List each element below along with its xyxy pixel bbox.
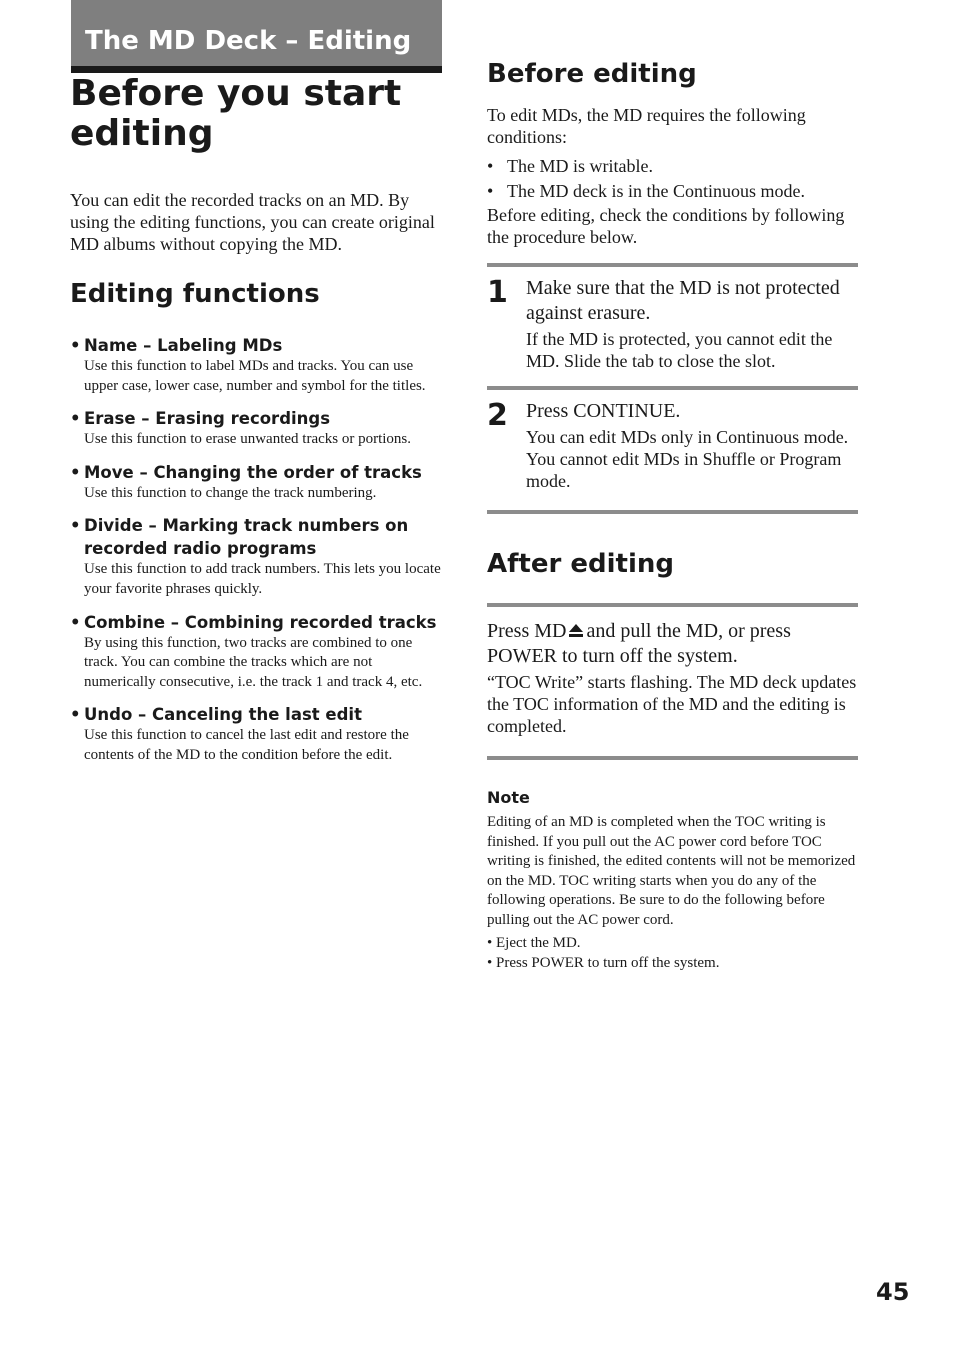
bullet: • bbox=[70, 516, 81, 536]
check-conditions-text: Before editing, check the conditions by following the procedure below. bbox=[487, 205, 845, 247]
step-1 bbox=[487, 276, 859, 372]
note-title: Note bbox=[487, 788, 530, 807]
function-description: Use this function to erase unwanted tracks or portions. bbox=[84, 431, 412, 448]
list-item bbox=[70, 334, 442, 396]
bullet: • bbox=[70, 462, 81, 482]
function-title: Move – Changing the order of tracks bbox=[84, 462, 422, 482]
before-editing-heading: Before editing bbox=[487, 59, 697, 89]
list-item bbox=[70, 611, 442, 693]
step-number: 2 bbox=[487, 398, 508, 433]
editing-functions-list bbox=[70, 334, 442, 777]
list-item: • The MD deck is in the Continuous mode. bbox=[487, 179, 859, 204]
before-editing-intro-text: To edit MDs, the MD requires the following conditions: bbox=[487, 105, 806, 147]
eject-icon bbox=[568, 623, 584, 638]
conditions-list bbox=[487, 154, 859, 204]
function-title: Combine – Combining recorded tracks bbox=[84, 612, 437, 632]
before-editing-intro bbox=[487, 104, 859, 248]
function-description: Use this function to change the track numbering. bbox=[84, 484, 377, 501]
bullet: • bbox=[70, 336, 81, 355]
page-title: Before you start editing bbox=[70, 73, 402, 154]
step-detail: If the MD is protected, you cannot edit the MD. Slide the tab to close the slot. bbox=[526, 329, 833, 371]
page-number: 45 bbox=[876, 1278, 910, 1306]
function-description: Use this function to cancel the last edit and restore the contents of the MD to the condition before the edit. bbox=[84, 727, 409, 763]
bullet: • bbox=[487, 181, 494, 201]
function-title: Undo – Canceling the last edit bbox=[84, 705, 362, 725]
function-description: Use this function to add track numbers. This lets you locate your favorite phrases quickly. bbox=[84, 561, 441, 597]
divider bbox=[487, 386, 858, 390]
editing-functions-heading: Editing functions bbox=[70, 279, 320, 309]
note-text: Editing of an MD is completed when the TOC writing is finished. If you pull out the AC power cord before TOC writing is finished, the edited contents will not be memorized on the MD. TOC writing starts when you do any of the following operations. Be sure to do the following before pulling out the AC power cord. bbox=[487, 814, 856, 928]
list-item: • Press POWER to turn off the system. bbox=[487, 954, 720, 971]
after-editing-body bbox=[487, 619, 859, 737]
list-item: • The MD is writable. bbox=[487, 154, 859, 179]
divider bbox=[487, 263, 858, 267]
list-item: • Eject the MD. bbox=[487, 934, 581, 951]
step-instruction: Press CONTINUE. bbox=[526, 400, 681, 422]
divider bbox=[487, 510, 858, 514]
bullet: • bbox=[487, 156, 494, 176]
list-item bbox=[70, 407, 442, 450]
note-list bbox=[487, 933, 859, 973]
step-detail: You can edit MDs only in Continuous mode. You cannot edit MDs in Shuffle or Program mode. bbox=[526, 427, 849, 491]
function-description: Use this function to label MDs and tracks. You can use upper case, lower case, number and symbol for the titles. bbox=[84, 358, 426, 394]
function-title: Erase – Erasing recordings bbox=[84, 409, 331, 429]
bullet: • bbox=[70, 409, 81, 429]
after-editing-detail: “TOC Write” starts flashing. The MD deck updates the TOC information of the MD and the editing is completed. bbox=[487, 672, 857, 736]
bullet: • bbox=[70, 705, 81, 725]
step-instruction: Make sure that the MD is not protected against erasure. bbox=[526, 277, 840, 324]
after-editing-instruction: Press MD and pull the MD, or press POWER to turn off the system. bbox=[487, 620, 791, 667]
step-2 bbox=[487, 399, 859, 492]
bullet: • bbox=[70, 612, 81, 632]
function-title: Name – Labeling MDs bbox=[84, 336, 283, 355]
function-title: Divide – Marking track numbers on recorded radio programs bbox=[84, 516, 409, 559]
divider bbox=[487, 756, 858, 760]
section-header-rule bbox=[71, 66, 442, 73]
intro-paragraph: You can edit the recorded tracks on an MD. By using the editing functions, you can create original MD albums without copying the MD. bbox=[70, 190, 435, 254]
list-item bbox=[70, 514, 442, 599]
function-description: By using this function, two tracks are combined to one track. You can combine the tracks which are not numerically consecutive, i.e. the track 1 and track 4, etc. bbox=[84, 634, 423, 690]
list-item bbox=[70, 703, 442, 765]
divider bbox=[487, 603, 858, 607]
step-number: 1 bbox=[487, 275, 508, 310]
note-section bbox=[487, 787, 859, 973]
section-header: The MD Deck – Editing bbox=[71, 0, 442, 66]
after-editing-heading: After editing bbox=[487, 549, 674, 579]
list-item bbox=[70, 461, 442, 504]
